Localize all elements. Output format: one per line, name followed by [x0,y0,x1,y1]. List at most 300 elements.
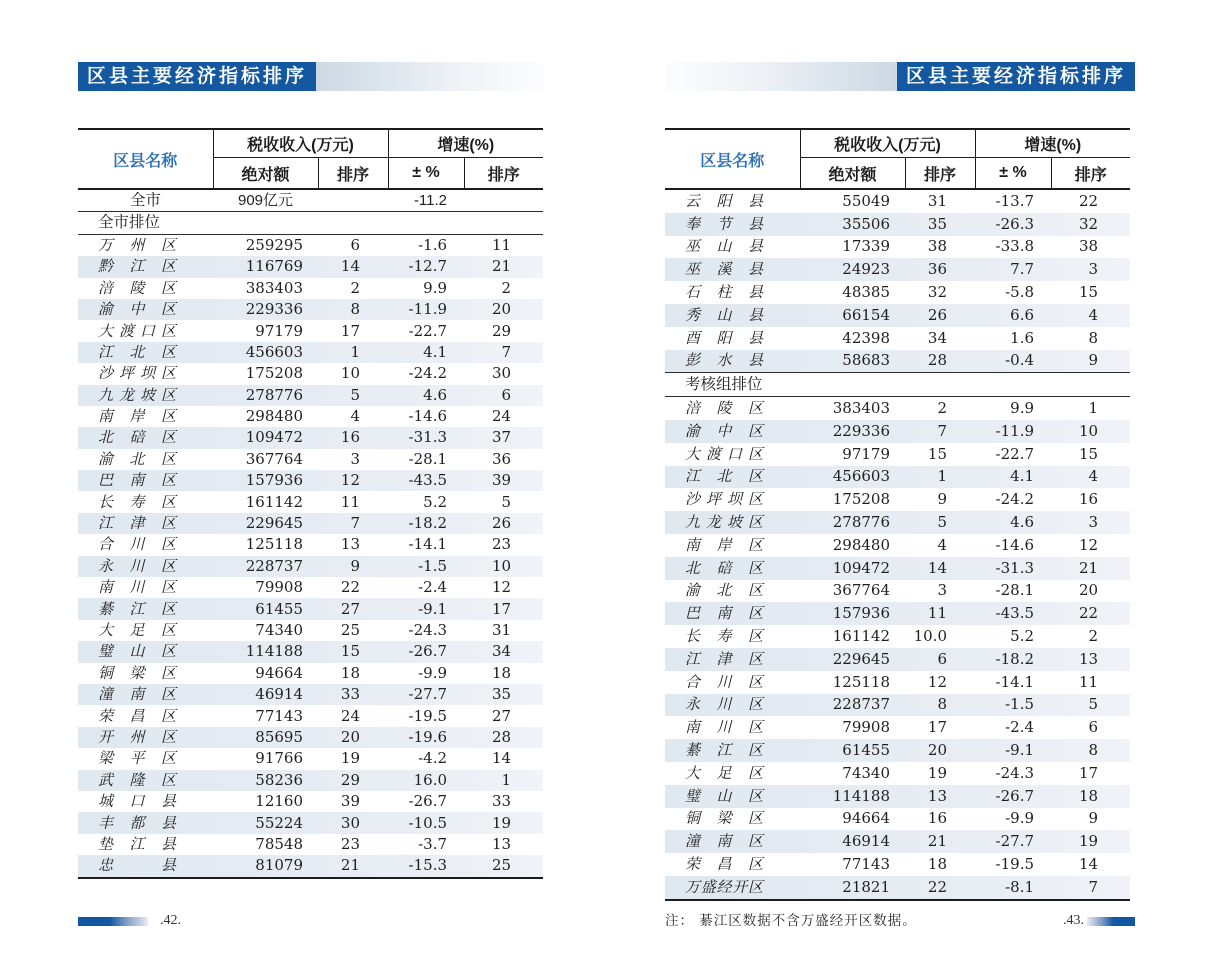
table-row [78,791,543,812]
cell-growth-rank: 24 [491,407,512,426]
table-row [78,812,543,833]
table-row [665,213,1130,236]
cell-pct-change: -2.4 [418,578,448,597]
cell-pct-change: -8.1 [1005,877,1035,896]
district-name: 渝中区 [685,421,763,440]
cell-growth-rank: 11 [491,235,512,254]
cell-district-name [665,853,800,876]
table-row [78,278,543,299]
cell-growth-rank: 20 [1078,581,1099,600]
column-group-growth-rate: 增速(%) [388,129,543,158]
column-header-rank: 排序 [464,158,543,190]
cell-tax-rank: 13 [927,786,948,805]
cell-growth-rank: 2 [501,278,512,297]
cell-district-name [665,557,800,580]
column-header-rank: 排序 [905,158,975,190]
cell-growth-rank: 2 [1088,627,1099,646]
cell-growth-rank: 6 [501,385,512,404]
cell-pct-change: -24.3 [408,621,448,639]
cell-pct-change: -27.7 [995,832,1035,851]
cell-tax-rank [905,373,975,397]
cell-absolute-amount: 66154 [842,305,890,324]
column-header-district-name: 区县名称 [78,129,213,189]
cell-pct-change: -19.5 [995,855,1035,873]
district-name: 大渡口区 [98,321,176,340]
cell-district-name [78,791,213,812]
district-name: 巫山县 [685,237,763,256]
table-row [78,834,543,855]
cell-growth-rank: 9 [1088,351,1099,370]
cell-pct-change: 4.6 [423,385,448,404]
cell-growth-rank: 18 [1078,786,1099,805]
district-name: 潼南区 [98,685,176,704]
table-row [78,385,543,406]
district-name: 云阳县 [685,191,763,210]
cell-growth-rank: 7 [1088,877,1099,896]
cell-absolute-amount: 21821 [842,877,890,896]
cell-absolute-amount: 278776 [245,385,303,404]
cell-district-name [665,762,800,785]
cell-district-name [665,327,800,350]
table-row [665,853,1130,876]
cell-district-name [78,812,213,833]
cell-pct-change: -9.1 [418,599,448,618]
cell-growth-rank: 29 [491,321,512,340]
cell-tax-rank: 2 [937,399,948,418]
cell-pct-change: -5.8 [1005,283,1035,302]
cell-absolute-amount [213,212,318,234]
cell-growth-rank: 17 [1078,763,1099,782]
cell-absolute-amount: 85695 [255,727,303,746]
cell-absolute-amount: 94664 [255,663,303,682]
cell-absolute-amount: 456603 [832,467,890,486]
cell-growth-rank: 3 [1088,513,1099,532]
cell-growth-rank: 23 [491,535,512,554]
column-group-tax-revenue: 税收收入(万元) [213,129,388,158]
table-row [665,488,1130,511]
column-header-absolute-amount: 绝对额 [800,158,905,190]
cell-pct-change: 6.6 [1010,305,1035,324]
table-row [665,648,1130,671]
cell-tax-rank: 14 [340,257,361,276]
table-row [78,556,543,577]
cell-growth-rank: 11 [1078,672,1099,691]
cell-tax-rank [318,212,388,234]
cell-pct-change: 16.0 [413,770,448,789]
cell-absolute-amount: 61455 [842,741,890,760]
district-name: 永川区 [98,556,176,575]
cell-pct-change: -31.3 [408,428,448,447]
cell-tax-rank: 15 [340,642,361,661]
cell-tax-rank: 10.0 [913,627,948,646]
cell-tax-rank: 34 [927,328,948,347]
cell-absolute-amount: 228737 [245,556,303,575]
table-row [78,406,543,427]
cell-absolute-amount: 157936 [245,471,303,490]
cell-growth-rank: 18 [491,663,512,682]
cell-tax-rank: 5 [350,385,361,404]
table-row [78,577,543,598]
cell-district-name [665,602,800,625]
cell-tax-rank: 7 [937,421,948,440]
cell-growth-rank: 27 [491,706,512,725]
district-name: 奉节县 [685,214,763,233]
cell-pct-change: -19.5 [408,706,448,725]
cell-district-name [78,556,213,577]
title-fade-strip [665,62,897,91]
cell-growth-rank: 16 [1078,490,1099,509]
cell-growth-rank: 31 [491,621,512,639]
cell-district-name [665,189,800,213]
cell-tax-rank: 35 [927,214,948,233]
cell-absolute-amount: 46914 [255,685,303,704]
cell-growth-rank: 5 [501,492,512,511]
cell-pct-change: -13.7 [995,191,1035,210]
cell-absolute-amount: 46914 [842,832,890,851]
cell-pct-change: -9.9 [1005,809,1035,828]
cell-absolute-amount: 91766 [255,749,303,768]
cell-absolute-amount: 116769 [245,257,303,276]
cell-district-name [665,876,800,900]
column-header-absolute-amount: 绝对额 [213,158,318,190]
left-page-title-bar [78,62,545,91]
cell-absolute-amount: 97179 [255,321,303,340]
cell-pct-change: 9.9 [1010,399,1035,418]
district-name: 沙坪坝区 [98,364,176,383]
cell-absolute-amount: 77143 [255,706,303,725]
table-row [665,716,1130,739]
cell-absolute-amount: 17339 [842,237,890,256]
cell-tax-rank: 21 [927,832,948,851]
cell-tax-rank: 2 [350,278,361,297]
table-row [78,234,543,256]
cell-district-name [665,671,800,694]
cell-tax-rank: 8 [937,695,948,714]
cell-pct-change: -9.9 [418,663,448,682]
cell-absolute-amount: 79908 [255,578,303,597]
cell-tax-rank: 9 [350,556,361,575]
cell-growth-rank: 1 [501,770,512,789]
district-name: 酉阳县 [685,328,763,347]
cell-district-name [78,449,213,470]
district-name: 璧山区 [98,642,176,661]
cell-pct-change: -26.7 [995,786,1035,805]
cell-absolute-amount: 229645 [832,649,890,668]
district-name: 璧山区 [685,786,763,805]
cell-tax-rank: 6 [937,649,948,668]
district-name: 铜梁区 [685,809,763,828]
cell-absolute-amount: 74340 [255,621,303,639]
cell-district-name [665,466,800,489]
cell-absolute-amount: 229645 [245,514,303,533]
cell-tax-rank: 15 [927,444,948,463]
table-row [665,557,1130,580]
cell-growth-rank: 32 [1078,214,1099,233]
district-name: 九龙坡区 [98,385,176,404]
table-row [78,663,543,684]
cell-pct-change: 7.7 [1010,260,1035,279]
cell-district-name [665,716,800,739]
cell-district-name [78,278,213,299]
column-group-growth-rate: 增速(%) [975,129,1130,158]
cell-growth-rank: 21 [1078,558,1099,577]
cell-district-name [78,577,213,598]
title-fade-strip [316,62,545,91]
cell-pct-change: -10.5 [408,813,448,832]
cell-tax-rank: 38 [927,237,948,256]
page-title: 区县主要经济指标排序 [897,62,1135,91]
cell-absolute-amount: 61455 [255,599,303,618]
cell-growth-rank: 36 [491,449,512,468]
district-name: 大渡口区 [685,444,763,463]
column-header-pct-change: ± % [975,158,1051,190]
cell-growth-rank: 15 [1078,444,1099,463]
cell-district-name [78,189,213,212]
cell-tax-rank: 21 [340,856,361,875]
cell-tax-rank: 3 [350,449,361,468]
district-name: 江北区 [685,467,763,486]
district-name: 荣昌区 [685,855,763,873]
district-name: 梁平区 [98,749,176,768]
cell-pct-change: -18.2 [408,514,448,533]
district-name: 大足区 [98,621,176,639]
table-row [78,189,543,212]
footer-accent-bar [78,917,148,926]
table-row [78,748,543,769]
table-row [78,470,543,491]
cell-tax-rank [318,189,388,212]
cell-district-name [78,234,213,256]
cell-growth-rank: 9 [1088,809,1099,828]
cell-district-name [78,427,213,448]
cell-tax-rank: 12 [927,672,948,691]
cell-tax-rank: 1 [937,467,948,486]
right-page-title-bar [665,62,1135,91]
cell-growth-rank: 22 [1078,604,1099,623]
cell-tax-rank: 16 [340,428,361,447]
cell-pct-change: -27.7 [408,685,448,704]
cell-tax-rank: 27 [340,599,361,618]
cell-district-name [665,580,800,603]
cell-growth-rank: 38 [1078,237,1099,256]
cell-absolute-amount: 175208 [245,364,303,383]
table-row [78,620,543,641]
cell-district-name [78,406,213,427]
cell-pct-change: -43.5 [995,604,1035,623]
cell-pct-change: -11.9 [995,421,1035,440]
cell-pct-change: -24.3 [995,763,1035,782]
cell-pct-change: -28.1 [995,581,1035,600]
district-name: 綦江区 [685,741,763,760]
table-row [665,189,1130,213]
table-row [665,466,1130,489]
district-name: 石柱县 [685,283,763,302]
cell-absolute-amount: 77143 [842,855,890,873]
cell-district-name [78,748,213,769]
cell-district-name [665,694,800,717]
cell-tax-rank: 29 [340,770,361,789]
district-name: 九龙坡区 [685,513,763,532]
cell-pct-change [388,212,464,234]
table-row [78,449,543,470]
cell-district-name [78,212,213,234]
cell-tax-rank: 33 [340,685,361,704]
cell-tax-rank: 14 [927,558,948,577]
cell-absolute-amount: 81079 [255,856,303,875]
cell-tax-rank: 16 [927,809,948,828]
cell-tax-rank: 26 [927,305,948,324]
district-name: 合川区 [685,672,763,691]
cell-absolute-amount: 298480 [245,407,303,426]
cell-growth-rank: 17 [491,599,512,618]
cell-district-name [665,397,800,420]
cell-absolute-amount: 367764 [832,581,890,600]
cell-district-name [665,373,800,397]
cell-absolute-amount: 58683 [842,351,890,370]
page-number: .43. [1063,913,1084,928]
cell-tax-rank: 20 [927,741,948,760]
cell-growth-rank: 21 [491,257,512,276]
cell-absolute-amount: 229336 [245,300,303,319]
table-row [78,534,543,555]
cell-absolute-amount: 229336 [832,421,890,440]
cell-district-name [665,625,800,648]
cell-pct-change: 1.6 [1010,328,1035,347]
cell-growth-rank: 7 [501,342,512,361]
cell-tax-rank: 8 [350,300,361,319]
table-row [665,602,1130,625]
cell-tax-rank: 20 [340,727,361,746]
cell-pct-change: -12.7 [408,257,448,276]
cell-pct-change: -2.4 [1005,718,1035,737]
cell-absolute-amount: 24923 [842,260,890,279]
cell-tax-rank: 23 [340,834,361,853]
cell-absolute-amount: 125118 [245,535,303,554]
table-row [665,785,1130,808]
cell-tax-rank: 18 [340,663,361,682]
cell-tax-rank: 25 [340,621,361,639]
table-row [78,598,543,619]
cell-district-name [78,620,213,641]
district-name: 万盛经开区 [685,877,763,896]
district-name: 沙坪坝区 [685,490,763,509]
table-row [665,511,1130,534]
cell-district-name [78,299,213,320]
cell-pct-change: 4.1 [1010,467,1035,486]
table-row [665,350,1130,373]
cell-growth-rank: 10 [491,556,512,575]
cell-pct-change: 5.2 [423,492,448,511]
cell-growth-rank [464,189,543,212]
cell-growth-rank: 10 [1078,421,1099,440]
table-row [665,373,1130,397]
district-name: 涪陵区 [685,399,763,418]
cell-absolute-amount: 97179 [842,444,890,463]
cell-pct-change: -43.5 [408,471,448,490]
cell-growth-rank: 8 [1088,328,1099,347]
cell-tax-rank: 31 [927,191,948,210]
cell-pct-change: -24.2 [408,364,448,383]
table-row [665,304,1130,327]
district-name: 铜梁区 [98,663,176,682]
cell-district-name [78,470,213,491]
cell-pct-change: -26.7 [408,792,448,811]
cell-pct-change: -22.7 [408,321,448,340]
right-page [665,62,1135,929]
right-indicators-table [665,128,1130,901]
cell-growth-rank: 14 [491,749,512,768]
cell-pct-change: -19.6 [408,727,448,746]
cell-absolute-amount: 78548 [255,834,303,853]
cell-pct-change: -28.1 [408,449,448,468]
cell-absolute-amount: 456603 [245,342,303,361]
cell-pct-change: -14.6 [995,535,1035,554]
cell-pct-change: -0.4 [1005,351,1035,370]
cell-growth-rank: 39 [491,471,512,490]
cell-tax-rank: 4 [937,535,948,554]
cell-district-name [78,513,213,534]
cell-absolute-amount: 278776 [832,513,890,532]
cell-tax-rank: 3 [937,581,948,600]
cell-growth-rank: 33 [491,792,512,811]
cell-tax-rank: 11 [340,492,361,511]
cell-growth-rank [1051,373,1130,397]
cell-growth-rank: 25 [491,856,512,875]
table-row [78,491,543,512]
district-name: 武隆区 [98,770,176,789]
cell-pct-change: -14.1 [408,535,448,554]
cell-pct-change: 5.2 [1010,627,1035,646]
cell-pct-change: -1.5 [418,556,448,575]
cell-pct-change: -11.2 [388,189,464,212]
cell-absolute-amount: 12160 [255,792,303,811]
table-row [665,762,1130,785]
table-row [78,855,543,877]
cell-district-name [665,648,800,671]
left-page [78,62,545,928]
column-header-rank: 排序 [1051,158,1130,190]
district-name: 涪陵区 [98,278,176,297]
cell-tax-rank: 22 [340,578,361,597]
cell-growth-rank: 35 [491,685,512,704]
cell-pct-change: 9.9 [423,278,448,297]
cell-district-name [665,488,800,511]
cell-tax-rank: 4 [350,407,361,426]
cell-district-name [78,705,213,726]
cell-pct-change: -31.3 [995,558,1035,577]
table-row [665,808,1130,831]
district-name: 渝北区 [685,581,763,600]
district-name: 考核组排位 [685,376,763,394]
district-name: 城口县 [98,792,176,811]
cell-absolute-amount: 157936 [832,604,890,623]
cell-pct-change: -3.7 [418,834,448,853]
table-row [665,443,1130,466]
cell-growth-rank: 22 [1078,191,1099,210]
district-name: 巴南区 [685,604,763,623]
district-name: 渝北区 [98,449,176,468]
district-name: 长寿区 [685,627,763,646]
cell-district-name [78,834,213,855]
cell-growth-rank: 37 [491,428,512,447]
district-name: 大足区 [685,763,763,782]
cell-district-name [78,491,213,512]
cell-growth-rank: 13 [1078,649,1099,668]
district-name: 全市排位 [98,214,161,232]
cell-absolute-amount: 109472 [245,428,303,447]
cell-growth-rank: 6 [1088,718,1099,737]
left-indicators-table [78,128,543,879]
